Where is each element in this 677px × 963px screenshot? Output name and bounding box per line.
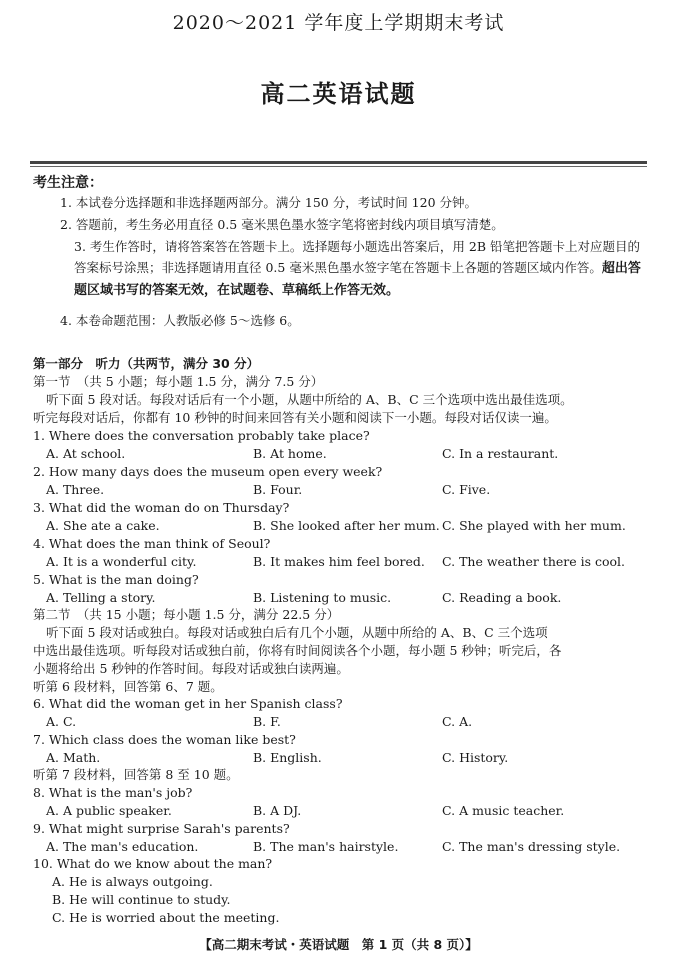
question-5-option-c: C. Reading a book.	[442, 590, 562, 605]
notice-item-3-text: 3. 考生作答时，请将答案答在答题卡上。选择题每小题选出答案后，用 2B 铅笔把答题卡上对应题目的答案标号涂黑；非选择题请用直径 0.5 毫米黑色墨水签字笔在答题卡上各题的答题区域内作答。	[74, 239, 640, 275]
section2-instruction-2: 中选出最佳选项。听每段对话或独白前，你将有时间阅读各个小题，每小题 5 秒钟；听完后，各	[33, 643, 562, 658]
question-6-option-a: A. C.	[46, 714, 77, 729]
material-7-intro: 听第 7 段材料，回答第 8 至 10 题。	[33, 767, 239, 782]
question-2-stem: 2. How many days does the museum open every week?	[33, 464, 383, 479]
question-4-option-a: A. It is a wonderful city.	[46, 554, 197, 569]
divider-thick	[30, 161, 647, 164]
question-9-option-c: C. The man's dressing style.	[442, 839, 621, 854]
question-4-option-b: B. It makes him feel bored.	[253, 554, 425, 569]
question-9-stem: 9. What might surprise Sarah's parents?	[33, 821, 290, 836]
question-10-stem: 10. What do we know about the man?	[33, 856, 273, 871]
part1-heading: 第一部分 听力（共两节，满分 30 分）	[33, 356, 260, 371]
question-1-option-c: C. In a restaurant.	[442, 446, 559, 461]
exam-year-title: 2020～2021 学年度上学期期末考试	[172, 12, 505, 34]
question-9-option-a: A. The man's education.	[46, 839, 199, 854]
question-9-option-b: B. The man's hairstyle.	[253, 839, 399, 854]
section1-instruction-2: 听完每段对话后，你都有 10 秒钟的时间来回答有关小题和阅读下一小题。每段对话仅读一遍。	[33, 410, 557, 425]
question-3-option-c: C. She played with her mum.	[442, 518, 626, 533]
question-2-option-a: A. Three.	[46, 482, 105, 497]
divider-thin	[30, 166, 647, 167]
question-2-option-b: B. Four.	[253, 482, 303, 497]
question-8-option-a: A. A public speaker.	[46, 803, 172, 818]
question-7-option-b: B. English.	[253, 750, 322, 765]
question-8-stem: 8. What is the man's job?	[33, 785, 193, 800]
question-10-option-c: C. He is worried about the meeting.	[52, 910, 280, 925]
question-2-option-c: C. Five.	[442, 482, 491, 497]
question-6-stem: 6. What did the woman get in her Spanish class?	[33, 696, 343, 711]
question-7-option-c: C. History.	[442, 750, 509, 765]
notice-item-2: 2. 答题前，考生务必用直径 0.5 毫米黑色墨水签字笔将密封线内项目填写清楚。	[60, 217, 504, 232]
question-7-option-a: A. Math.	[46, 750, 101, 765]
question-5-option-b: B. Listening to music.	[253, 590, 392, 605]
notice-item-1: 1. 本试卷分选择题和非选择题两部分。满分 150 分，考试时间 120 分钟。	[60, 195, 478, 210]
question-6-option-b: B. F.	[253, 714, 281, 729]
page-footer: 【高二期末考试・英语试题 第 1 页（共 8 页）】	[199, 937, 478, 952]
question-5-stem: 5. What is the man doing?	[33, 572, 199, 587]
section1-instruction-1: 听下面 5 段对话。每段对话后有一个小题，从题中所给的 A、B、C 三个选项中选出最佳选项。	[46, 392, 573, 407]
section1-heading: 第一节 （共 5 小题；每小题 1.5 分，满分 7.5 分）	[33, 374, 324, 389]
question-8-option-b: B. A DJ.	[253, 803, 302, 818]
question-3-option-b: B. She looked after her mum.	[253, 518, 440, 533]
notice-item-3	[60, 236, 650, 301]
question-4-option-c: C. The weather there is cool.	[442, 554, 626, 569]
question-10-option-b: B. He will continue to study.	[52, 892, 231, 907]
paper-title: 高二英语试题	[260, 80, 417, 108]
question-3-option-a: A. She ate a cake.	[46, 518, 160, 533]
question-1-option-a: A. At school.	[46, 446, 126, 461]
question-1-option-b: B. At home.	[253, 446, 327, 461]
question-6-option-c: C. A.	[442, 714, 473, 729]
question-8-option-c: C. A music teacher.	[442, 803, 565, 818]
section2-instruction-1: 听下面 5 段对话或独白。每段对话或独白后有几个小题，从题中所给的 A、B、C 三个选项	[46, 625, 548, 640]
question-1-stem: 1. Where does the conversation probably take place?	[33, 428, 370, 443]
question-5-option-a: A. Telling a story.	[46, 590, 156, 605]
question-10-option-a: A. He is always outgoing.	[52, 874, 213, 889]
question-7-stem: 7. Which class does the woman like best?	[33, 732, 296, 747]
notice-heading: 考生注意：	[33, 175, 103, 191]
question-4-stem: 4. What does the man think of Seoul?	[33, 536, 271, 551]
question-3-stem: 3. What did the woman do on Thursday?	[33, 500, 290, 515]
section2-heading: 第二节 （共 15 小题；每小题 1.5 分，满分 22.5 分）	[33, 607, 340, 622]
material-6-intro: 听第 6 段材料，回答第 6、7 题。	[33, 679, 223, 694]
section2-instruction-3: 小题将给出 5 秒钟的作答时间。每段对话或独白读两遍。	[33, 661, 349, 676]
notice-item-4: 4. 本卷命题范围：人教版必修 5～选修 6。	[60, 313, 300, 328]
notice-item-3-bold: 超出答题区域书写的答案无效，在试题卷、草稿纸上作答无效。	[74, 261, 641, 298]
